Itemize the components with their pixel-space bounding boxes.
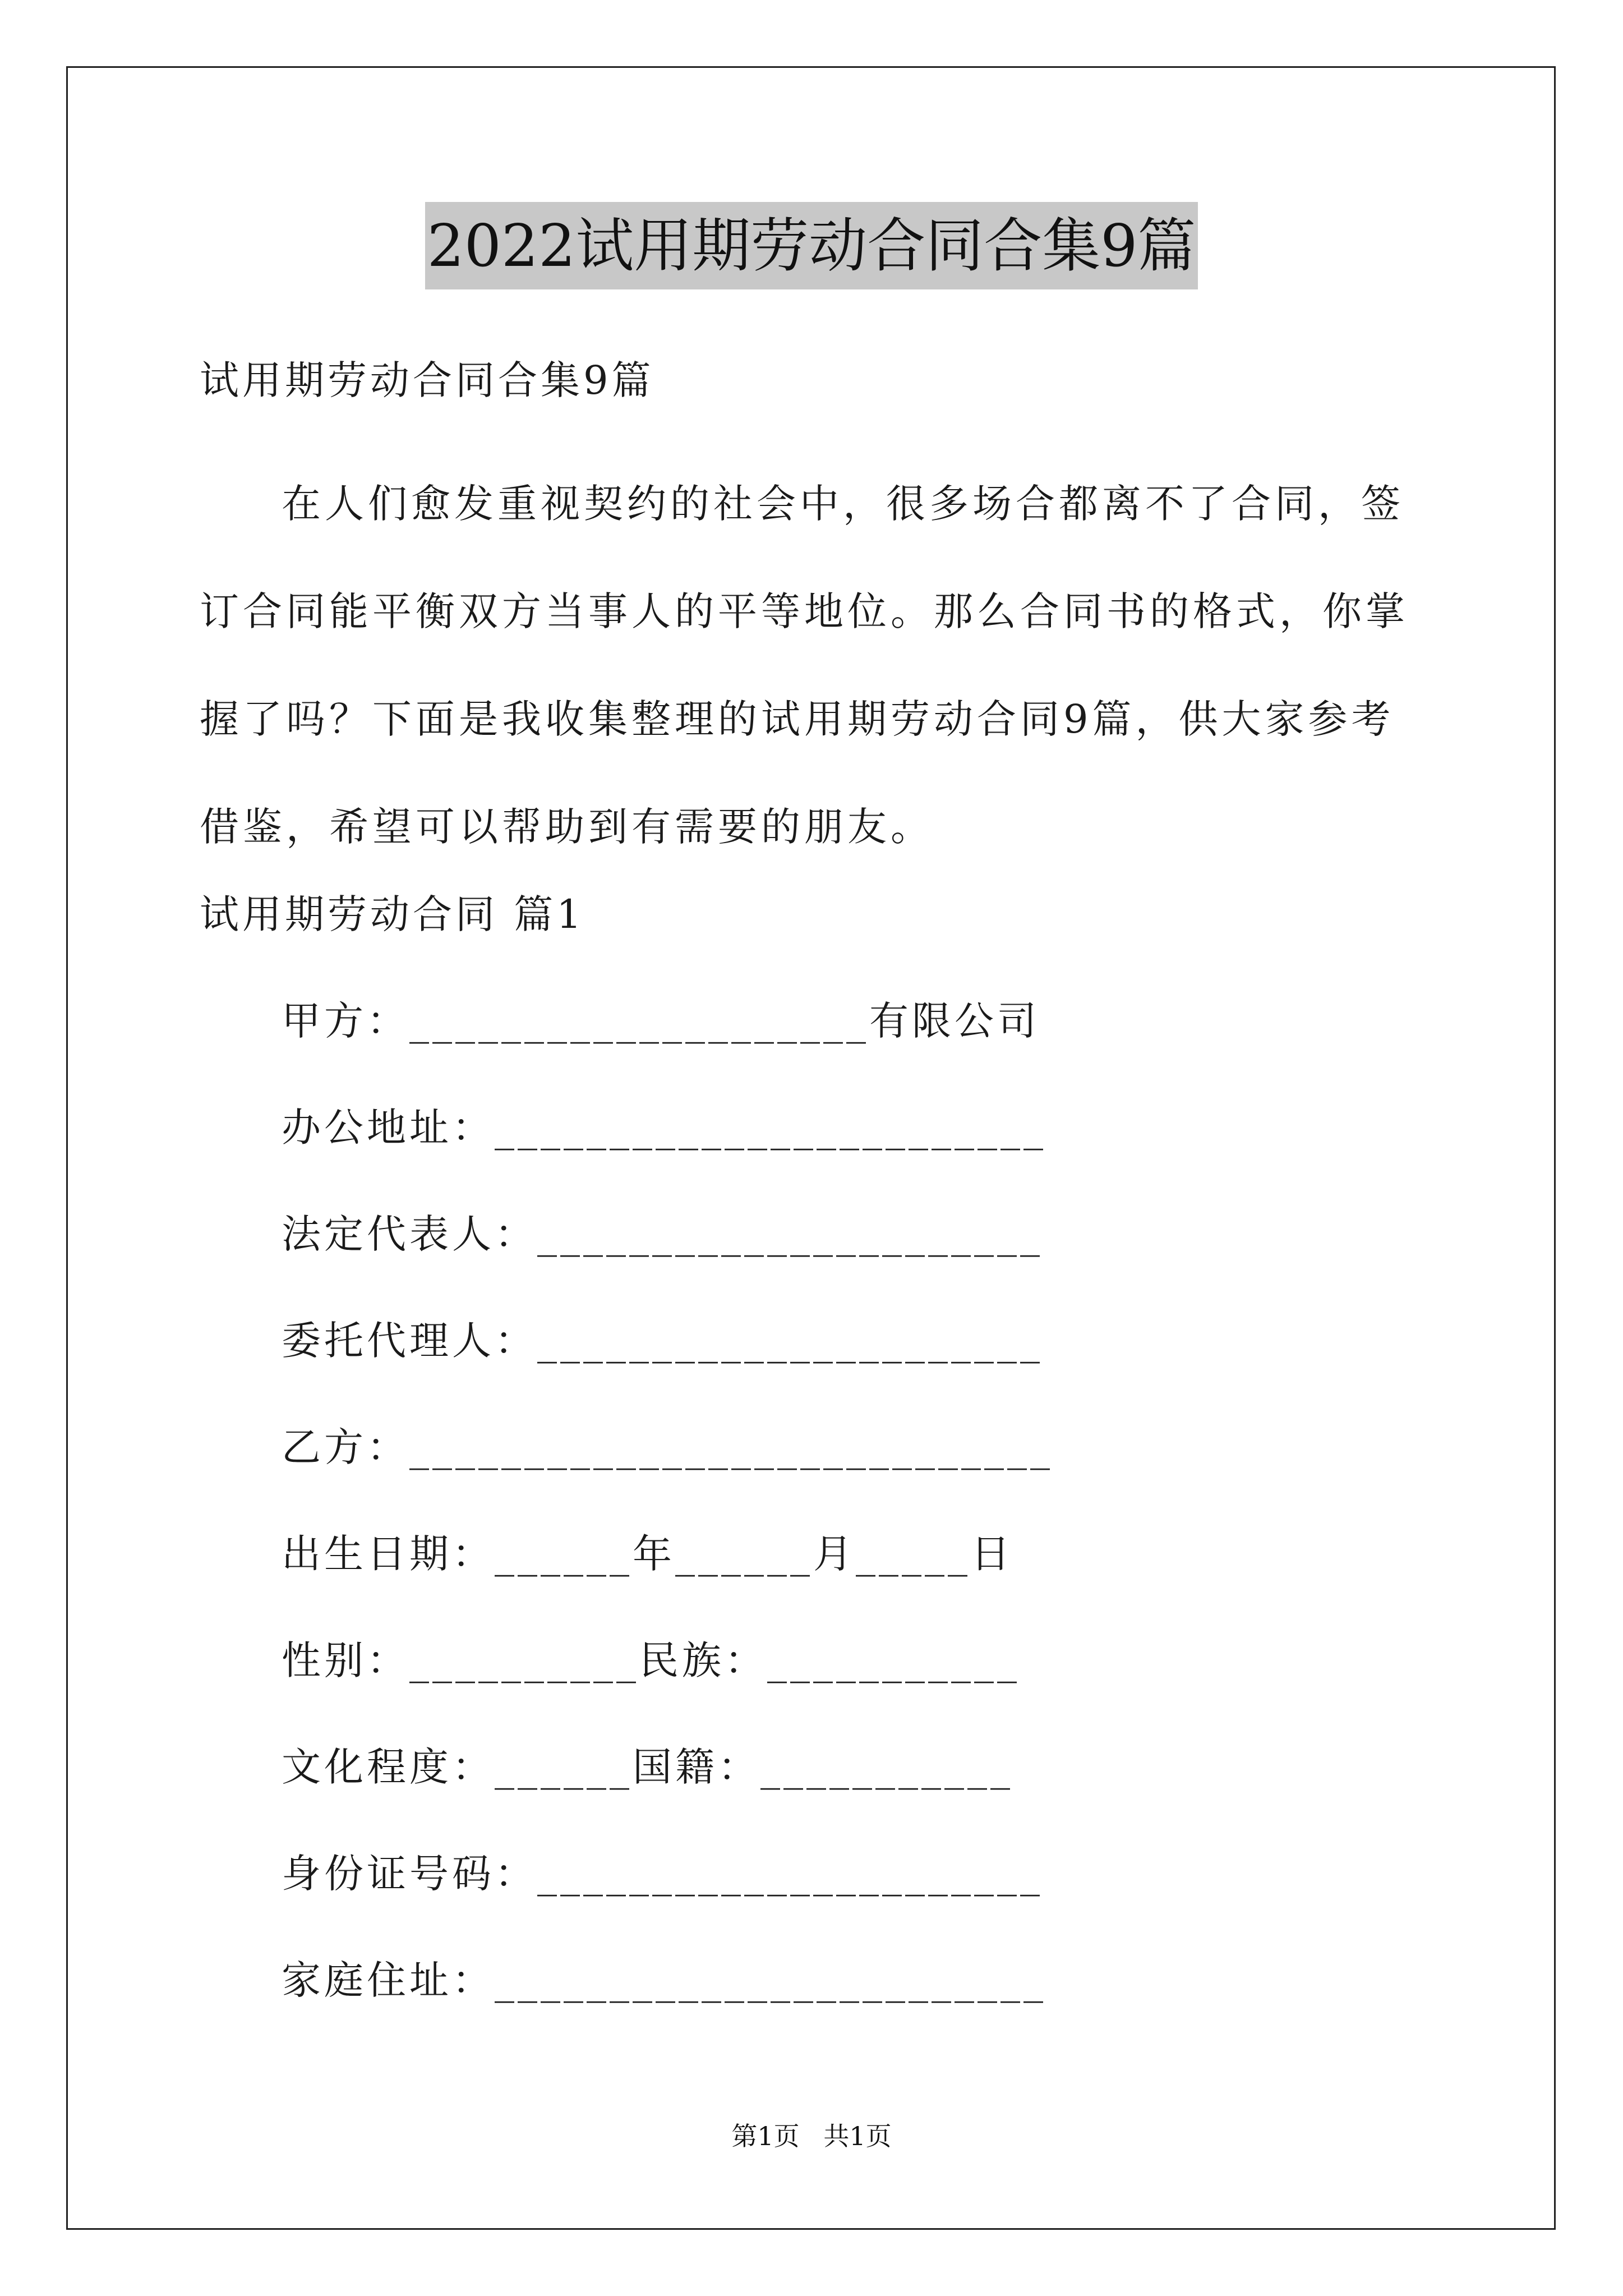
page-number-current: 第1页 <box>731 2121 800 2151</box>
party-a-field: 甲方：____________________有限公司 <box>282 998 1040 1044</box>
id-number-field: 身份证号码：______________________ <box>282 1851 1043 1897</box>
office-address-field: 办公地址：________________________ <box>282 1105 1046 1151</box>
page-number-total: 共1页 <box>823 2121 892 2151</box>
document-title: 2022试用期劳动合同合集9篇 <box>425 202 1198 289</box>
education-nationality-field: 文化程度：______国籍：___________ <box>282 1744 1013 1790</box>
legal-representative-field: 法定代表人：______________________ <box>282 1211 1043 1257</box>
party-b-field: 乙方：____________________________ <box>282 1424 1053 1470</box>
section-heading: 试用期劳动合同 篇1 <box>200 891 585 937</box>
home-address-field: 家庭住址：________________________ <box>282 1957 1046 2003</box>
title-container <box>0 202 1623 289</box>
agent-field: 委托代理人：______________________ <box>282 1318 1043 1364</box>
document-subtitle: 试用期劳动合同合集9篇 <box>200 357 654 403</box>
birth-date-field: 出生日期：______年______月_____日 <box>282 1531 1013 1577</box>
gender-ethnicity-field: 性别：__________民族：___________ <box>282 1637 1020 1683</box>
page-footer <box>0 2119 1623 2153</box>
intro-paragraph: 在人们愈发重视契约的社会中，很多场合都离不了合同，签订合同能平衡双方当事人的平等地位。那么合同书的格式，你掌握了吗？下面是我收集整理的试用期劳动合同9篇，供大家参考借鉴，希望可以帮助到有需要的朋友。 <box>200 481 1409 850</box>
